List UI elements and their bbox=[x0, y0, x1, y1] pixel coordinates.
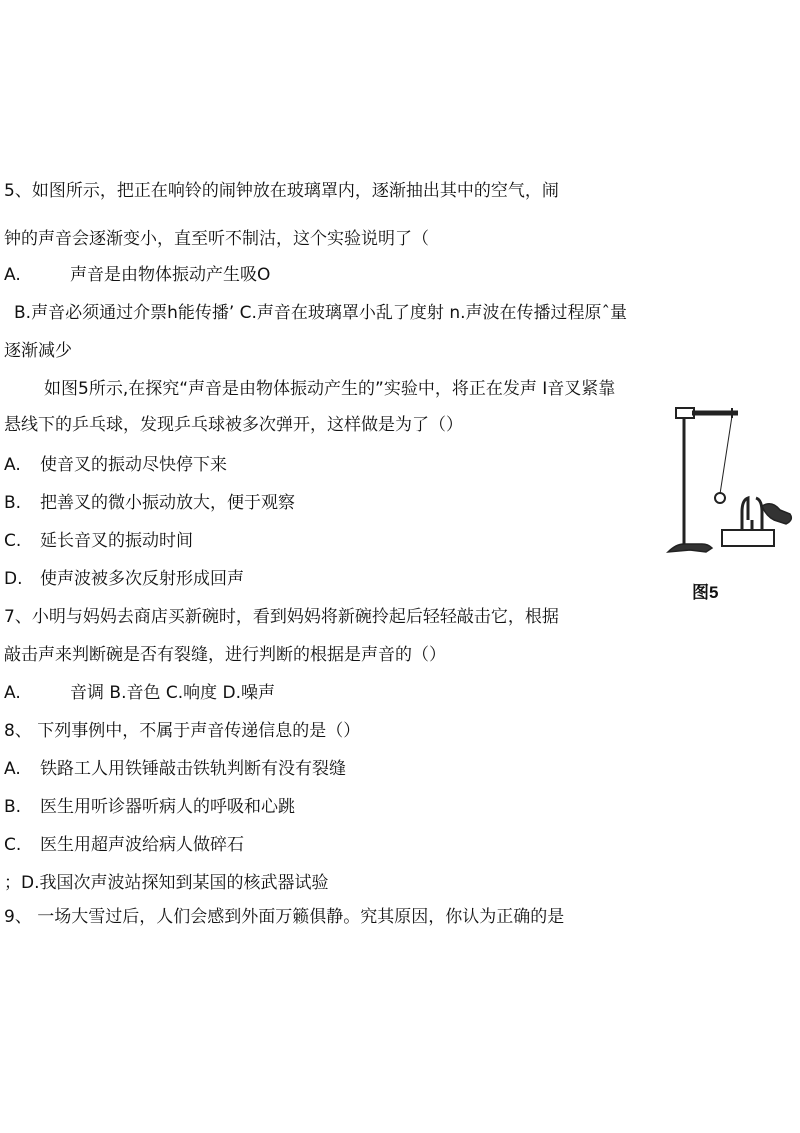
q8-option-a bbox=[4, 758, 346, 780]
option-letter: B. bbox=[4, 797, 22, 817]
wooden-block bbox=[722, 530, 774, 546]
option-letter: A. bbox=[4, 265, 21, 285]
q8-option-b bbox=[4, 796, 295, 818]
q8-line-1: 8、 下列事例中，不属于声音传递信息的是（） bbox=[4, 721, 361, 741]
q5-line-5: 逐渐减少 bbox=[4, 341, 72, 361]
thread bbox=[720, 416, 732, 494]
ping-pong-ball bbox=[715, 493, 725, 503]
figure-caption: 图5 bbox=[692, 583, 719, 602]
option-text: 使音叉的振动尽快停下来 bbox=[40, 455, 227, 475]
option-text: 铁路工人用铁锤敲击铁轨判断有没有裂缝 bbox=[40, 759, 346, 779]
q5-line-2: 钟的声音会逐渐变小，直至听不制沽，这个实验说明了（ bbox=[4, 229, 429, 249]
q9-line-1: 9、 一场大雪过后，人们会感到外面万籁俱静。究其原因，你认为正确的是 bbox=[4, 907, 565, 927]
q7-line-2: 敲击声来判断碗是否有裂缝，进行判断的根据是声音的（） bbox=[4, 645, 446, 665]
hand-mallet bbox=[762, 504, 791, 524]
option-text: 声音是由物体振动产生吸O bbox=[70, 265, 271, 285]
option-letter: A. bbox=[4, 455, 21, 475]
q6-line-2: 悬线下的乒乓球，发现乒乓球被多次弹开，这样做是为了（） bbox=[4, 415, 463, 435]
stand-base bbox=[668, 544, 712, 552]
option-text: 使声波被多次反射形成回声 bbox=[40, 569, 244, 589]
clamp bbox=[676, 408, 694, 418]
option-letter: A. bbox=[4, 683, 21, 703]
q5-options-bcd: B.声音必须通过介票h能传播’ C.声音在玻璃罩小乱了度射 n.声波在传播过程原ˆ量 bbox=[14, 303, 628, 323]
option-text: 把善叉的微小振动放大，便于观察 bbox=[40, 493, 295, 513]
q6-option-b bbox=[4, 492, 295, 514]
q7-options bbox=[4, 682, 275, 704]
tuning-fork-apparatus-figure bbox=[662, 402, 798, 602]
q7-line-1: 7、小明与妈妈去商店买新碗时，看到妈妈将新碗拎起后轻轻敲击它，根据 bbox=[4, 607, 559, 627]
option-text: 音调 B.音色 C.响度 D.噪声 bbox=[70, 683, 276, 703]
q6-option-c bbox=[4, 530, 193, 552]
q6-option-a bbox=[4, 454, 227, 476]
q5-line-1: 5、如图所示，把正在响铃的闹钟放在玻璃罩内，逐渐抽出其中的空气，闹 bbox=[4, 181, 559, 201]
option-letter: B. bbox=[4, 493, 22, 513]
option-text: 医生用听诊器听病人的呼吸和心跳 bbox=[40, 797, 295, 817]
q8-option-d: ；D.我国次声波站探知到某国的核武器试验 bbox=[4, 873, 329, 893]
option-text: 医生用超声波给病人做碎石 bbox=[40, 835, 244, 855]
option-letter: C. bbox=[4, 531, 22, 551]
q6-line-1: 如图5所示,在探究“声音是由物体振动产生的”实验中，将正在发声 I音叉紧靠 bbox=[44, 379, 616, 399]
option-letter: D. bbox=[4, 569, 23, 589]
q8-option-c bbox=[4, 834, 244, 856]
q6-option-d bbox=[4, 568, 244, 590]
option-letter: A. bbox=[4, 759, 21, 779]
option-letter: C. bbox=[4, 835, 22, 855]
q5-option-a bbox=[4, 264, 270, 286]
option-text: 延长音叉的振动时间 bbox=[40, 531, 193, 551]
